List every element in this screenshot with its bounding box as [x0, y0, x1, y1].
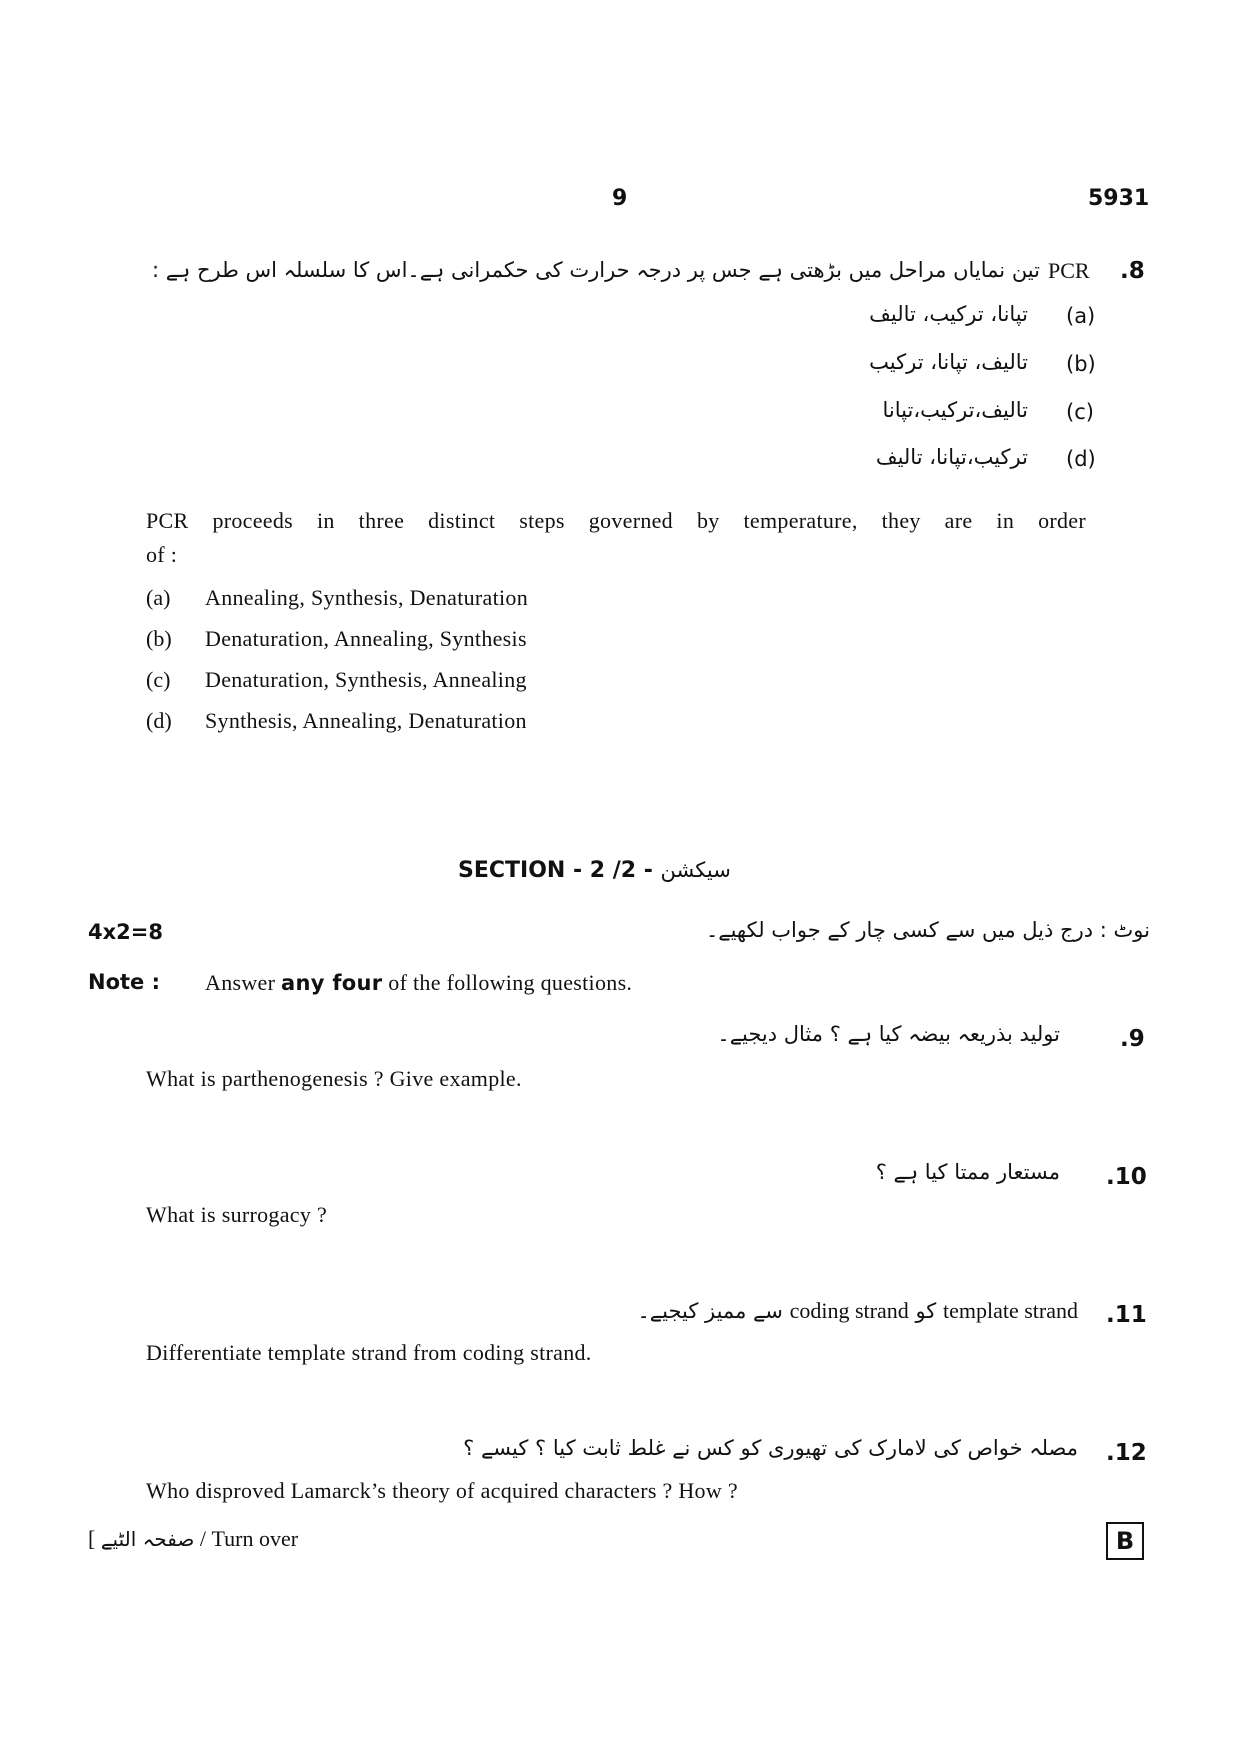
note-text [205, 970, 632, 996]
urdu-option-letter: (c) [1066, 400, 1094, 424]
question-9-urdu: تولید بذریعہ بیضہ کیا ہے ؟ مثال دیجیے۔ [717, 1022, 1060, 1046]
paper-set-box: B [1106, 1522, 1144, 1560]
urdu-option-text: تالیف، تپانا، ترکیب [869, 350, 1028, 374]
urdu-option-text: تالیف،ترکیب،تپانا [882, 398, 1028, 422]
option-text: Denaturation, Synthesis, Annealing [205, 667, 527, 692]
question-11-urdu-ko: کو [915, 1299, 937, 1323]
question-11-urdu [638, 1298, 1079, 1324]
question-12-english: Who disproved Lamarck’s theory of acquired characters ? How ? [146, 1478, 738, 1503]
option-letter: (b) [146, 626, 172, 651]
footer-turn-over [88, 1526, 298, 1552]
option-letter: (a) [146, 585, 171, 610]
question-8-urdu-text: تین نمایاں مراحل میں بڑھتی ہے جس پر درجہ حرارت کی حکمرانی ہے۔اس کا سلسلہ اس طرح ہے : [151, 258, 1040, 282]
option-text: Denaturation, Annealing, Synthesis [205, 626, 527, 651]
section-title-urdu: سیکشن [660, 858, 731, 882]
question-10-english: What is surrogacy ? [146, 1202, 328, 1227]
question-9-english: What is parthenogenesis ? Give example. [146, 1066, 522, 1091]
note-text-emphasis: any four [281, 971, 383, 995]
question-11-number: .11 [1106, 1302, 1147, 1328]
question-12-number: .12 [1106, 1440, 1147, 1466]
option-letter: (d) [146, 708, 172, 733]
question-10-number: .10 [1106, 1164, 1147, 1190]
footer-urdu: صفحہ الٹیے [100, 1527, 195, 1551]
footer-bracket: [ [88, 1526, 96, 1551]
note-text-post: of the following questions. [388, 970, 633, 995]
question-9-number: .9 [1120, 1026, 1145, 1052]
question-11-english: Differentiate template strand from coding strand. [146, 1340, 592, 1365]
question-12-urdu: مصلہ خواص کی لامارک کی تھیوری کو کس نے غلط ثابت کیا ؟ کیسے ؟ [463, 1436, 1078, 1460]
option-text: Synthesis, Annealing, Denaturation [205, 708, 527, 733]
note-label: Note : [88, 970, 160, 994]
option-text: Annealing, Synthesis, Denaturation [205, 585, 529, 610]
section-title [458, 858, 731, 883]
question-11-term-template: template strand [942, 1298, 1078, 1323]
urdu-option-letter: (d) [1066, 447, 1096, 471]
section-title-english: SECTION - 2 /2 - [458, 858, 653, 883]
question-8-urdu-abbr: PCR [1048, 258, 1090, 283]
paper-code: 5931 [1088, 186, 1150, 211]
question-8-english-line-1: PCR proceeds in three distinct steps governed by temperature, they are in order [146, 508, 1086, 533]
question-11-term-coding: coding strand [789, 1298, 909, 1323]
footer-english: / Turn over [199, 1526, 299, 1551]
page-number: 9 [612, 186, 628, 211]
urdu-option-letter: (a) [1066, 304, 1096, 328]
question-10-urdu: مستعار ممتا کیا ہے ؟ [875, 1160, 1060, 1184]
question-8-english-line-2: of : [146, 542, 178, 567]
option-letter: (c) [146, 667, 171, 692]
urdu-option-letter: (b) [1066, 352, 1096, 376]
note-text-pre: Answer [205, 970, 276, 995]
urdu-option-text: تپانا، ترکیب، تالیف [869, 302, 1028, 326]
question-8-number: .8 [1120, 258, 1145, 284]
question-11-urdu-end: سے ممیز کیجیے۔ [637, 1299, 783, 1323]
section-marks: 4x2=8 [88, 920, 163, 944]
urdu-option-text: ترکیب،تپانا، تالیف [875, 445, 1028, 469]
note-urdu: نوٹ : درج ذیل میں سے کسی چار کے جواب لکھیے۔ [705, 918, 1150, 942]
